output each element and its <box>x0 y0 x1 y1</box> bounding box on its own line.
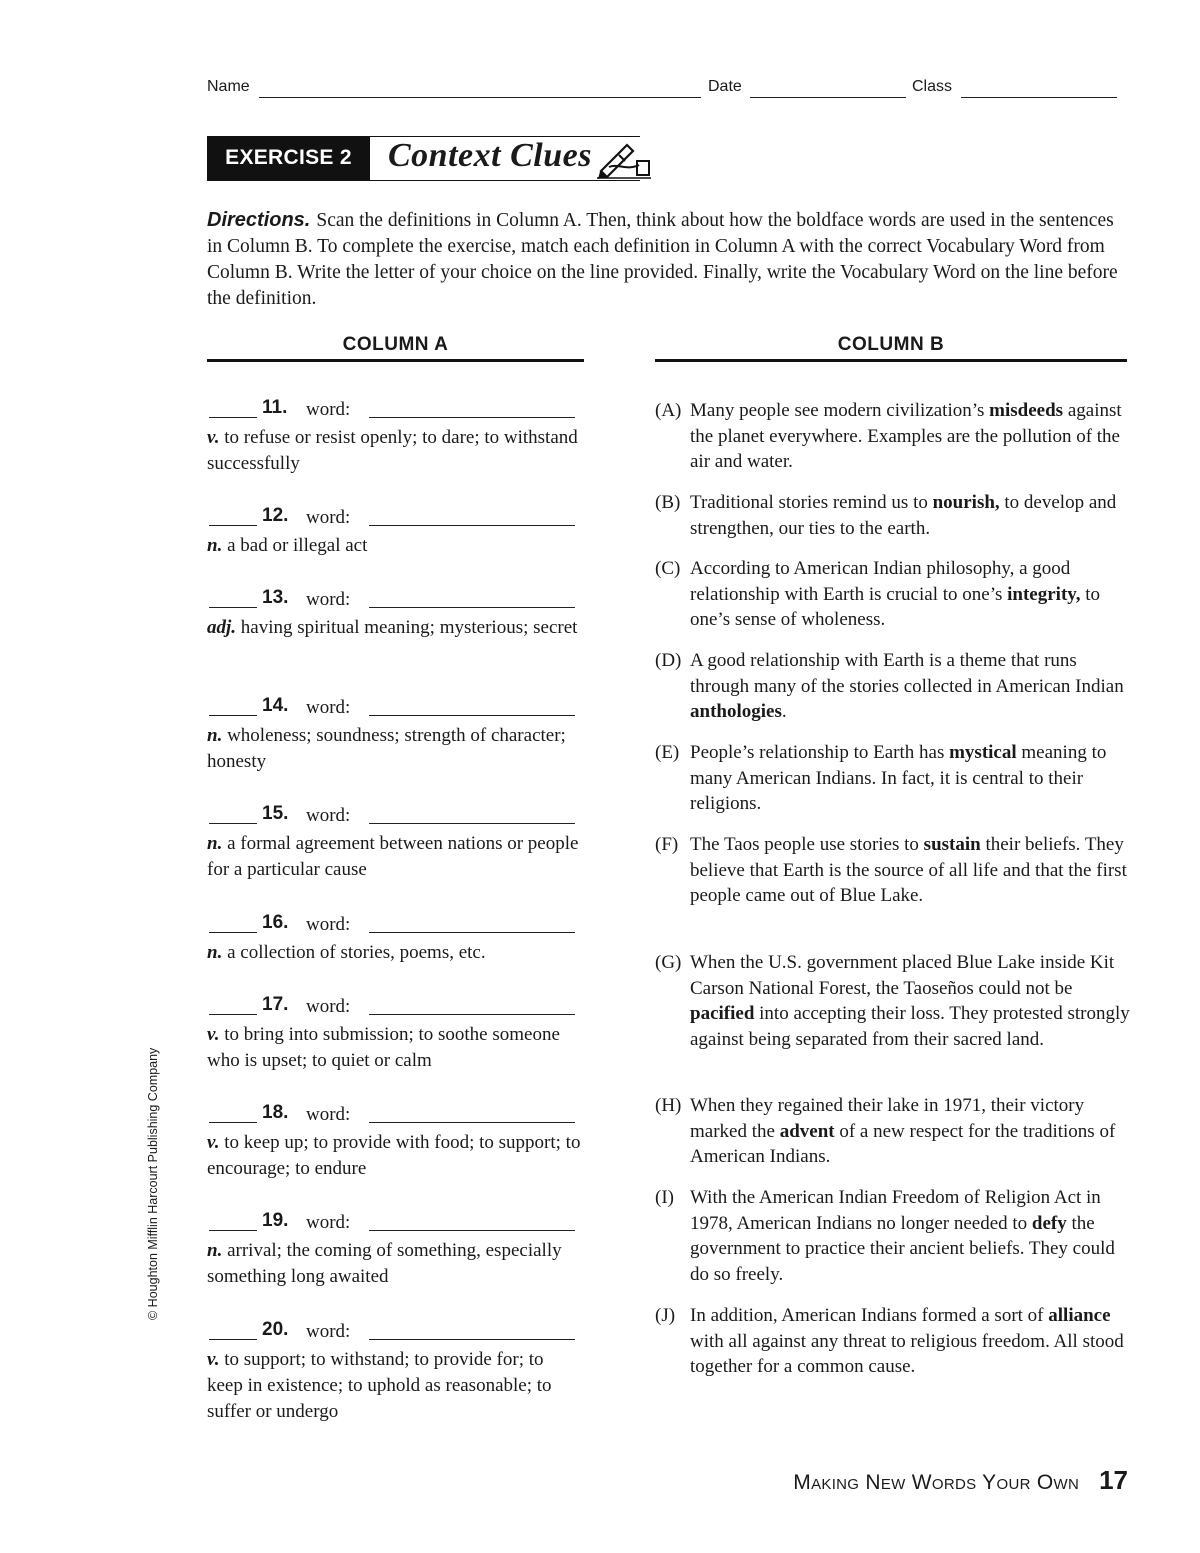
directions <box>207 207 1127 312</box>
footer <box>793 1465 1128 1496</box>
choice-letter: (H) <box>655 1095 682 1116</box>
part-of-speech: n. <box>207 725 223 746</box>
sentence-text: When the U.S. government placed Blue Lake inside Kit Carson National Forest, the Taoseños could not be <box>690 952 1115 999</box>
column-b-item <box>655 740 1130 817</box>
name-line[interactable] <box>259 97 701 98</box>
answer-blank[interactable] <box>209 715 257 716</box>
column-b-item <box>655 1303 1130 1380</box>
definition <box>207 831 582 883</box>
vocab-word: defy <box>1031 1212 1067 1234</box>
column-a-item <box>207 994 582 1074</box>
sentence-text: of a new respect for the traditions of American Indians. <box>690 1120 1116 1167</box>
sentence <box>690 1185 1130 1287</box>
part-of-speech: v. <box>207 427 220 448</box>
definition-text: a formal agreement between nations or people for a particular cause <box>207 833 579 880</box>
part-of-speech: n. <box>207 942 223 963</box>
sentence-text: . <box>781 701 787 722</box>
word-blank[interactable] <box>369 715 575 716</box>
word-blank[interactable] <box>369 417 575 418</box>
exercise-badge: EXERCISE 2 <box>207 136 370 180</box>
sentence-text: The Taos people use stories to <box>690 834 924 855</box>
word-label: word: <box>306 507 351 528</box>
vocab-word: integrity, <box>1007 583 1081 605</box>
definition-text: a bad or illegal act <box>227 535 368 556</box>
column-a-item <box>207 397 582 477</box>
column-a-item <box>207 912 582 966</box>
word-blank[interactable] <box>369 1230 575 1231</box>
sentence <box>690 398 1130 475</box>
column-b-item <box>655 490 1130 541</box>
choice-letter: (E) <box>655 742 680 763</box>
vocab-word: misdeeds <box>989 400 1064 421</box>
answer-blank[interactable] <box>209 525 257 526</box>
sentence <box>690 832 1130 909</box>
vocab-word: mystical <box>949 742 1017 763</box>
sentence <box>690 1303 1130 1380</box>
class-label: Class <box>912 78 953 95</box>
vocab-word: pacified <box>690 1003 755 1024</box>
choice-letter: (B) <box>655 492 681 513</box>
sentence-text: the government to practice their ancient beliefs. They could do so freely. <box>690 1212 1115 1285</box>
sentence-text: to one’s sense of wholeness. <box>690 583 1101 630</box>
banner-bottom-rule <box>207 180 640 181</box>
choice-letter: (A) <box>655 400 682 421</box>
sentence-text: In addition, American Indians formed a sort of <box>690 1305 1049 1326</box>
sentence-text: to develop and strengthen, our ties to the earth. <box>690 492 1117 539</box>
answer-blank[interactable] <box>209 1339 257 1340</box>
sentence <box>690 648 1130 725</box>
word-label: word: <box>306 589 351 610</box>
column-a-item <box>207 695 582 775</box>
part-of-speech: n. <box>207 833 223 854</box>
word-blank[interactable] <box>369 1339 575 1340</box>
vocab-word: anthologies <box>690 701 782 722</box>
item-number: 14. <box>262 695 289 716</box>
answer-blank[interactable] <box>209 1014 257 1015</box>
column-b-item <box>655 556 1130 633</box>
item-number: 17. <box>262 994 289 1015</box>
column-a-item <box>207 803 582 883</box>
word-blank[interactable] <box>369 525 575 526</box>
choice-letter: (G) <box>655 952 682 973</box>
word-blank[interactable] <box>369 823 575 824</box>
choice-letter: (D) <box>655 650 682 671</box>
exercise-title: Context Clues <box>388 137 592 174</box>
word-blank[interactable] <box>369 607 575 608</box>
word-blank[interactable] <box>369 1122 575 1123</box>
word-blank[interactable] <box>369 1014 575 1015</box>
sentence-text: Traditional stories remind us to <box>690 492 933 513</box>
column-a-heading: COLUMN A <box>342 334 449 355</box>
sentence-text: When they regained their lake in 1971, their victory marked the <box>690 1095 1085 1142</box>
definition <box>207 425 582 477</box>
answer-blank[interactable] <box>209 417 257 418</box>
word-blank[interactable] <box>369 932 575 933</box>
word-label: word: <box>306 697 351 718</box>
definition <box>207 1130 582 1182</box>
sentence-text: With the American Indian Freedom of Religion Act in 1978, American Indians no longer needed to <box>690 1187 1101 1234</box>
column-b-rule <box>655 359 1127 362</box>
sentence <box>690 1093 1130 1170</box>
definition-text: arrival; the coming of something, especially something long awaited <box>207 1240 562 1287</box>
sentence <box>690 490 1130 541</box>
sentence-text: According to American Indian philosophy, a good relationship with Earth is crucial to one’s <box>690 558 1071 605</box>
column-a-item <box>207 1210 582 1290</box>
sentence-text: against the planet everywhere. Examples are the pollution of the air and water. <box>690 400 1122 472</box>
answer-blank[interactable] <box>209 1230 257 1231</box>
directions-text: Scan the definitions in Column A. Then, think about how the boldface words are used in the sentences in Column B. To complete the exercise, match each definition in Column A with the correct Vocabulary Word from Column B. Write the letter of your choice on the line provided. Finally, write the Vocabulary Word on the line before the definition. <box>207 210 1118 309</box>
pen-writing-icon <box>597 141 653 179</box>
definition <box>207 723 582 775</box>
word-label: word: <box>306 1104 351 1125</box>
column-b-item <box>655 398 1130 475</box>
answer-blank[interactable] <box>209 607 257 608</box>
definition <box>207 615 582 641</box>
column-b-item <box>655 1093 1130 1170</box>
sentence-text: A good relationship with Earth is a theme that runs through many of the stories collected in American Indian <box>690 650 1124 697</box>
sentence-text: meaning to many American Indians. In fact, it is central to their religions. <box>690 742 1107 814</box>
part-of-speech: v. <box>207 1132 220 1153</box>
definition-text: to keep up; to provide with food; to support; to encourage; to endure <box>207 1132 581 1179</box>
column-a-item <box>207 1319 582 1425</box>
vocab-word: alliance <box>1048 1305 1111 1326</box>
part-of-speech: v. <box>207 1349 220 1370</box>
column-a-item <box>207 505 582 559</box>
word-label: word: <box>306 399 351 420</box>
definition-text: a collection of stories, poems, etc. <box>227 942 486 963</box>
answer-blank[interactable] <box>209 932 257 933</box>
definition <box>207 533 582 559</box>
word-label: word: <box>306 914 351 935</box>
item-number: 19. <box>262 1210 289 1231</box>
date-line[interactable] <box>750 97 906 98</box>
definition-text: having spiritual meaning; mysterious; secret <box>240 617 578 638</box>
definition <box>207 940 582 966</box>
word-label: word: <box>306 805 351 826</box>
column-b-item <box>655 950 1130 1052</box>
word-label: word: <box>306 1212 351 1233</box>
item-number: 20. <box>262 1319 289 1340</box>
definition <box>207 1238 582 1290</box>
item-number: 11. <box>262 397 288 418</box>
item-number: 13. <box>262 587 289 608</box>
definition-text: to refuse or resist openly; to dare; to withstand successfully <box>207 427 578 474</box>
vocab-word: advent <box>779 1120 835 1142</box>
sentence-text: into accepting their loss. They protested strongly against being separated from their sacred land. <box>690 1003 1130 1050</box>
sentence-text: Many people see modern civilization’s <box>690 400 990 421</box>
choice-letter: (J) <box>655 1305 676 1326</box>
part-of-speech: n. <box>207 535 223 556</box>
date-label: Date <box>708 78 742 95</box>
choice-letter: (I) <box>655 1187 674 1208</box>
word-label: word: <box>306 996 351 1017</box>
choice-letter: (F) <box>655 834 679 855</box>
sentence-text: with all against any threat to religious freedom. All stood together for a common cause. <box>690 1330 1124 1377</box>
directions-label: Directions. <box>207 209 311 231</box>
answer-blank[interactable] <box>209 1122 257 1123</box>
answer-blank[interactable] <box>209 823 257 824</box>
footer-title: Making New Words Your Own <box>793 1471 1080 1494</box>
page-number: 17 <box>1099 1465 1128 1495</box>
sentence <box>690 950 1130 1052</box>
vocab-word: nourish, <box>932 492 1000 513</box>
item-number: 12. <box>262 505 289 526</box>
column-b-item <box>655 832 1130 909</box>
sentence-text: their beliefs. They believe that Earth is the source of all life and that the first people came out of Blue Lake. <box>690 834 1127 906</box>
column-b-item <box>655 648 1130 725</box>
definition-text: to support; to withstand; to provide for; to keep in existence; to uphold as reasonable; to suffer or undergo <box>207 1349 552 1422</box>
name-label: Name <box>207 78 250 95</box>
column-a-rule <box>207 359 584 362</box>
choice-letter: (C) <box>655 558 681 579</box>
sentence <box>690 556 1130 633</box>
header-fields <box>207 78 1117 102</box>
definition-text: to bring into submission; to soothe someone who is upset; to quiet or calm <box>207 1024 560 1071</box>
column-b-heading: COLUMN B <box>837 334 945 355</box>
word-label: word: <box>306 1321 351 1342</box>
part-of-speech: adj. <box>207 617 237 638</box>
item-number: 16. <box>262 912 289 933</box>
definition-text: wholeness; soundness; strength of character; honesty <box>207 725 566 772</box>
column-a-item <box>207 587 582 641</box>
column-a-item <box>207 1102 582 1182</box>
sentence-text: People’s relationship to Earth has <box>690 742 950 763</box>
class-line[interactable] <box>961 97 1117 98</box>
definition <box>207 1347 582 1425</box>
definition <box>207 1022 582 1074</box>
part-of-speech: n. <box>207 1240 223 1261</box>
part-of-speech: v. <box>207 1024 220 1045</box>
item-number: 15. <box>262 803 289 824</box>
vocab-word: sustain <box>923 834 981 855</box>
column-b-item <box>655 1185 1130 1287</box>
sentence <box>690 740 1130 817</box>
copyright-credit: © Houghton Mifflin Harcourt Publishing Company <box>146 1047 160 1320</box>
item-number: 18. <box>262 1102 289 1123</box>
